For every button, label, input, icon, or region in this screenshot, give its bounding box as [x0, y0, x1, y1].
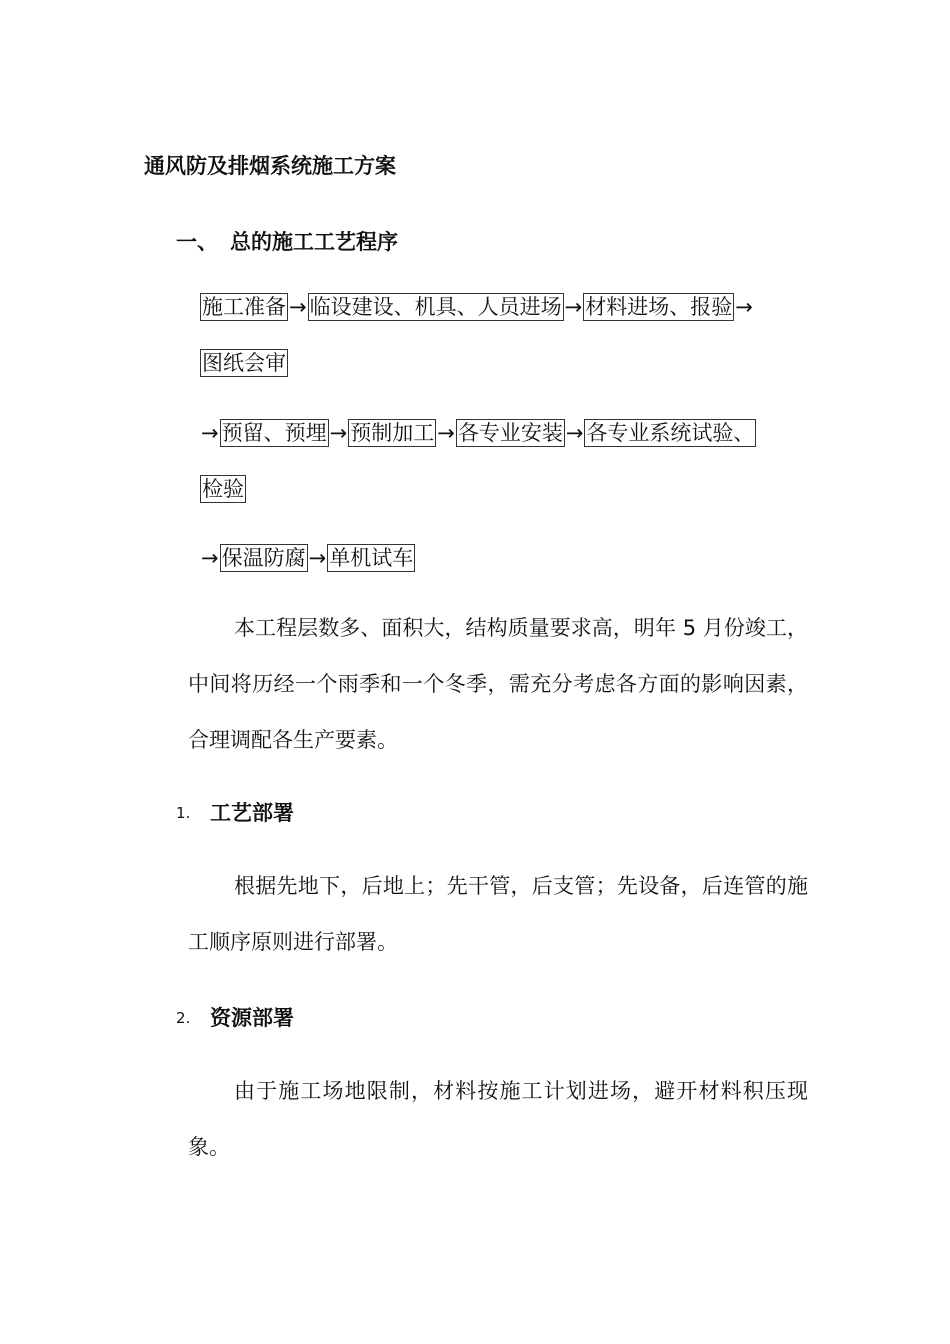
flow-arrow: →	[201, 421, 219, 445]
flow-arrow: →	[564, 295, 583, 319]
section-heading	[176, 226, 398, 256]
process-flow-line-3	[200, 418, 756, 448]
process-flow-line-1	[200, 292, 754, 322]
document-title: 通风防及排烟系统施工方案	[144, 154, 396, 178]
flow-arrow: →	[289, 295, 307, 319]
flow-step: 保温防腐	[221, 546, 306, 570]
flow-arrow: →	[565, 421, 584, 445]
process-flow-line-5	[200, 543, 415, 573]
subsection-heading-1	[176, 797, 294, 827]
section-number: 一、	[176, 230, 218, 254]
flow-step: 材料进场、报验	[585, 295, 733, 319]
subsection-title: 工艺部署	[210, 801, 294, 825]
subsection-title: 资源部署	[210, 1006, 294, 1030]
flow-step: 预留、预埋	[221, 421, 327, 445]
flow-step: 施工准备	[202, 295, 286, 319]
section-paragraph: 本工程层数多、面积大，结构质量要求高，明年 5 月份竣工，中间将历经一个雨季和一个冬季，需充分考虑各方面的影响因素，合理调配各生产要素。	[188, 616, 808, 752]
flow-arrow: →	[329, 421, 348, 445]
section-title: 总的施工工艺程序	[230, 230, 398, 254]
subsection-number: 2.	[176, 1009, 191, 1027]
process-flow-line-2	[200, 348, 288, 378]
flow-step: 临设建设、机具、人员进场	[309, 295, 562, 319]
flow-step: 各专业系统试验、	[586, 421, 755, 445]
flow-arrow: →	[201, 546, 219, 570]
subsection-number: 1.	[176, 804, 191, 822]
subsection-paragraph-1: 根据先地下，后地上；先干管，后支管；先设备，后连管的施工顺序原则进行部署。	[188, 874, 808, 954]
process-flow-line-4	[200, 474, 246, 504]
flow-arrow: →	[308, 546, 327, 570]
flow-step: 各专业安装	[457, 421, 563, 445]
flow-arrow: →	[735, 295, 753, 319]
flow-step: 预制加工	[350, 421, 435, 445]
subsection-paragraph-2: 由于施工场地限制，材料按施工计划进场，避开材料积压现象。	[188, 1079, 808, 1159]
flow-step: 图纸会审	[202, 351, 286, 375]
flow-step: 单机试车	[329, 546, 414, 570]
flow-step: 检验	[202, 477, 244, 501]
flow-arrow: →	[437, 421, 455, 445]
subsection-heading-2	[176, 1002, 294, 1032]
